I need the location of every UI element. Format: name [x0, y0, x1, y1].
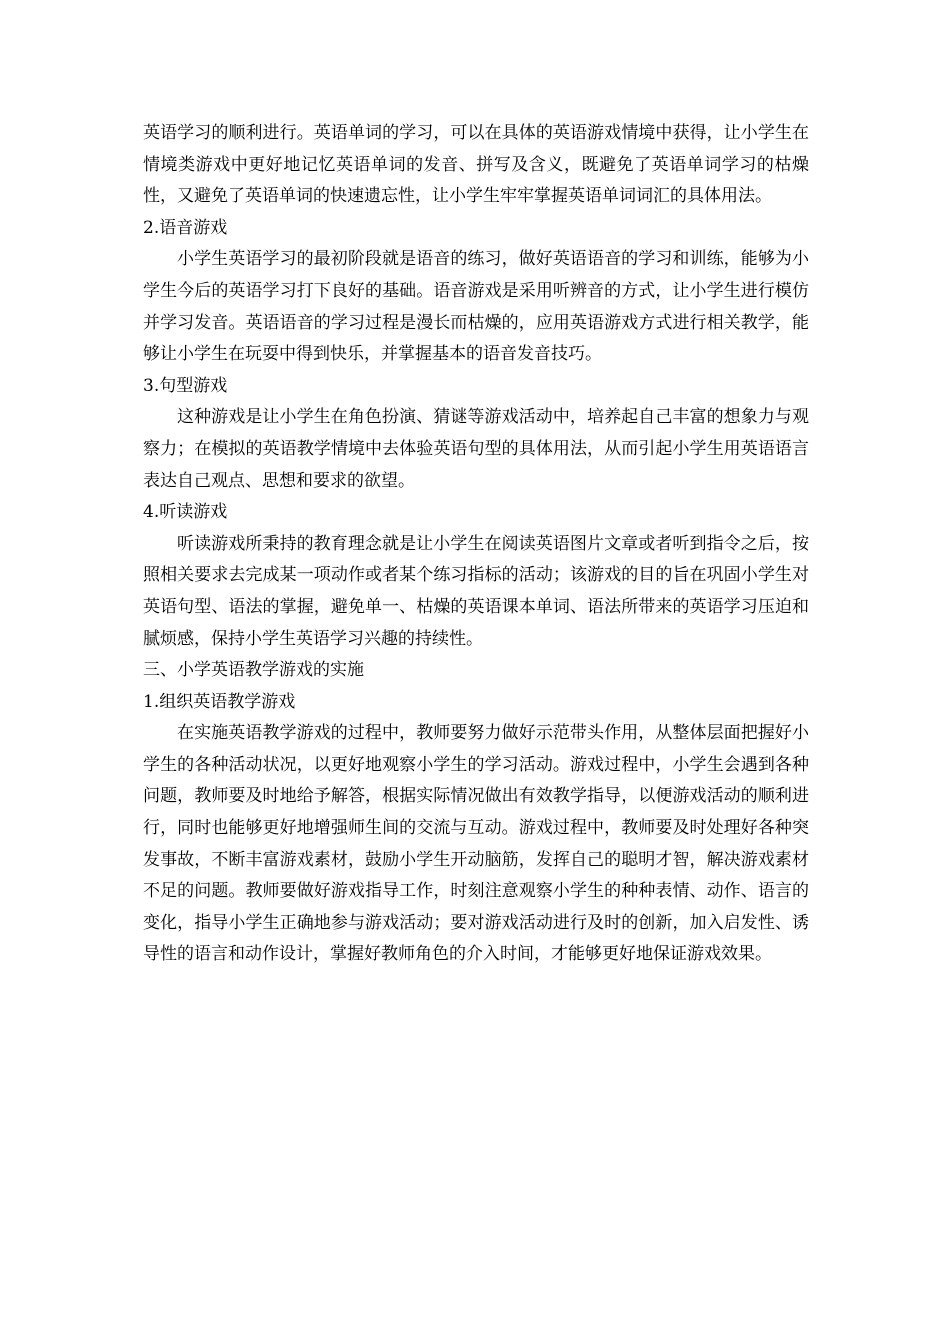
paragraph-organize-games: 在实施英语教学游戏的过程中，教师要努力做好示范带头作用，从整体层面把握好小学生的各种活动状况，以更好地观察小学生的学习活动。游戏过程中，小学生会遇到各种问题，教师要及时地给予解答，根据实际情况做出有效教学指导，以便游戏活动的顺利进行，同时也能够更好地增强师生间的交流与互动。游戏过程中，教师要及时处理好各种突发事故，不断丰富游戏素材，鼓励小学生开动脑筋，发挥自己的聪明才智，解决游戏素材不足的问题。教师要做好游戏指导工作，时刻注意观察小学生的种种表情、动作、语言的变化，指导小学生正确地参与游戏活动；要对游戏活动进行及时的创新，加入启发性、诱导性的语言和动作设计，掌握好教师角色的介入时间，才能够更好地保证游戏效果。 [143, 723, 809, 965]
document-page [143, 118, 809, 971]
section-heading-implementation: 三、小学英语教学游戏的实施 [143, 660, 364, 681]
heading-phonetics-game: 2.语音游戏 [143, 217, 228, 238]
paragraph-listening-reading-game: 听读游戏所秉持的教育理念就是让小学生在阅读英语图片文章或者听到指令之后，按照相关要求去完成某一项动作或者某个练习指标的活动；该游戏的目的旨在巩固小学生对英语句型、语法的掌握，避免单一、枯燥的英语课本单词、语法所带来的英语学习压迫和腻烦感，保持小学生英语学习兴趣的持续性。 [143, 533, 809, 649]
paragraph-phonetics-game: 小学生英语学习的最初阶段就是语音的练习，做好英语语音的学习和训练，能够为小学生今后的英语学习打下良好的基础。语音游戏是采用听辨音的方式，让小学生进行模仿并学习发音。英语语音的学习过程是漫长而枯燥的，应用英语游戏方式进行相关教学，能够让小学生在玩耍中得到快乐，并掌握基本的语音发音技巧。 [143, 249, 809, 365]
heading-organize-games: 1.组织英语教学游戏 [143, 691, 296, 712]
paragraph-intro-continuation: 英语学习的顺利进行。英语单词的学习，可以在具体的英语游戏情境中获得，让小学生在情境类游戏中更好地记忆英语单词的发音、拼写及含义，既避免了英语单词学习的枯燥性，又避免了英语单词的快速遗忘性，让小学生牢牢掌握英语单词词汇的具体用法。 [143, 123, 809, 207]
heading-listening-reading-game: 4.听读游戏 [143, 502, 228, 523]
heading-sentence-pattern-game: 3.句型游戏 [143, 375, 228, 396]
paragraph-sentence-pattern-game: 这种游戏是让小学生在角色扮演、猜谜等游戏活动中，培养起自己丰富的想象力与观察力；在模拟的英语教学情境中去体验英语句型的具体用法，从而引起小学生用英语语言表达自己观点、思想和要求的欲望。 [143, 407, 809, 491]
